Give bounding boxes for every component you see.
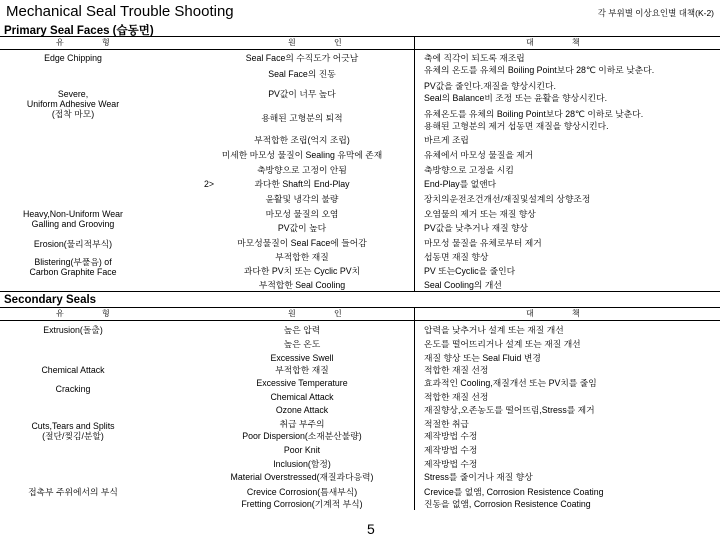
primary-remedy: 마모성 물질을 유체로부터 제거 xyxy=(424,238,542,248)
primary-cause: 부적합한 재질 xyxy=(275,252,329,262)
secondary-cause: Chemical Attack xyxy=(270,392,334,402)
secondary-remedy: 재질향상,오존농도를 떨어뜨림,Stress를 제거 xyxy=(424,405,595,415)
primary-type: Blistering(부풀음) of xyxy=(34,257,112,267)
secondary-remedy: Stress를 줄이거나 재질 향상 xyxy=(424,472,533,482)
primary-header-row xyxy=(0,37,720,50)
secondary-type: 접촉부 주위에서의 부식 xyxy=(28,487,118,497)
primary-remedy: PV값을 낮추거나 재질 향상 xyxy=(424,223,529,233)
secondary-col-cause: 원 인 xyxy=(288,309,360,318)
secondary-remedy: 적절한 취급 xyxy=(424,419,469,429)
secondary-cause: Inclusion(함정) xyxy=(273,459,331,469)
primary-col-cause: 원 인 xyxy=(288,38,360,47)
primary-col-remedy: 대 책 xyxy=(526,38,598,47)
primary-type: Erosion(물리적부식) xyxy=(33,239,113,249)
secondary-remedy: 진동을 없앰, Corrosion Resistence Coating xyxy=(424,499,591,509)
page-title: Mechanical Seal Trouble Shooting xyxy=(6,3,234,20)
primary-table xyxy=(0,36,720,291)
primary-remedy: 유체의 온도를 유체의 Boiling Point보다 28℃ 이하로 낮춘다. xyxy=(424,65,655,75)
secondary-col-remedy: 대 책 xyxy=(526,309,598,318)
primary-cause: 미세한 마모성 물질이 Sealing 유막에 존재 xyxy=(221,150,383,160)
secondary-remedy: 온도를 떨어뜨리거나 설계 또는 재질 개선 xyxy=(424,339,581,349)
secondary-remedy: Crevice를 없앰, Corrosion Resistence Coating xyxy=(424,487,604,497)
secondary-remedy: 제작방법 수정 xyxy=(424,445,478,455)
primary-remedy: 장치의운전조건개선/재질및설계의 상향조정 xyxy=(424,194,591,204)
secondary-cause: Ozone Attack xyxy=(275,405,329,415)
primary-remedy: PV 또는Cyclic을 줄인다 xyxy=(424,266,516,276)
primary-remedy: 바르게 조립 xyxy=(424,135,469,145)
secondary-remedy: 효과적인 Cooling,재질개선 또는 PV치를 줄임 xyxy=(424,378,597,388)
primary-section-title: Primary Seal Faces (습동면) xyxy=(4,25,154,37)
primary-type: Uniform Adhesive Wear xyxy=(26,99,120,109)
secondary-cause: Poor Knit xyxy=(283,445,321,455)
secondary-col-type: 유 형 xyxy=(56,309,128,318)
primary-cause: 과다한 PV치 또는 Cyclic PV치 xyxy=(243,266,361,276)
primary-remedy: PV값을 줄인다.재질을 향상시킨다. xyxy=(424,81,556,91)
marker-label: 2> xyxy=(204,179,215,189)
secondary-cause: 부적합한 재질 xyxy=(275,365,329,375)
primary-type: Galling and Grooving xyxy=(31,219,115,229)
primary-type: Edge Chipping xyxy=(44,53,102,63)
secondary-section-title: Secondary Seals xyxy=(4,294,97,306)
secondary-cause: Poor Dispersion(소재분산불량) xyxy=(242,431,362,441)
primary-cause: 마모성 물질의 오염 xyxy=(265,209,339,219)
primary-remedy: 유체온도를 유체의 Boiling Point보다 28℃ 이하로 낮춘다. xyxy=(424,109,644,119)
secondary-remedy: 제작방법 수정 xyxy=(424,431,478,441)
primary-col-type: 유 형 xyxy=(56,38,128,47)
primary-type: (접착 마모) xyxy=(51,109,95,119)
primary-cause: PV값이 너무 높다 xyxy=(268,89,336,99)
primary-remedy: End-Play를 없앤다 xyxy=(424,179,497,189)
secondary-header-row xyxy=(0,308,720,321)
secondary-cause: 높은 압력 xyxy=(283,325,321,335)
primary-cause: PV값이 높다 xyxy=(277,223,327,233)
primary-remedy: 섭동면 재질 향상 xyxy=(424,252,489,262)
secondary-table xyxy=(0,307,720,510)
secondary-remedy: 압력을 낮추거나 설계 또는 재질 개선 xyxy=(424,325,564,335)
primary-remedy: 용해된 고형분의 제거 섭동면 재질을 향상시킨다. xyxy=(424,121,609,131)
primary-type: Carbon Graphite Face xyxy=(29,267,117,277)
secondary-type: Cracking xyxy=(55,384,91,394)
secondary-type: Chemical Attack xyxy=(41,365,105,375)
secondary-remedy: 적합한 재질 선정 xyxy=(424,392,489,402)
primary-remedy: Seal의 Balance비 조정 또는 윤활을 향상시킨다. xyxy=(424,93,608,103)
secondary-cause: Fretting Corrosion(기계적 부식) xyxy=(241,499,363,509)
primary-remedy: 축에 직각이 되도록 재조립 xyxy=(424,53,525,63)
primary-type: Heavy,Non-Uniform Wear xyxy=(23,209,123,219)
primary-remedy: 오염물의 제거 또는 재질 향상 xyxy=(424,209,536,219)
secondary-type: (절단/찢김/분할) xyxy=(42,431,104,441)
primary-cause: 용해된 고형분의 퇴적 xyxy=(261,113,343,123)
primary-remedy: 축방향으로 고정을 시킴 xyxy=(424,165,514,175)
primary-cause: Seal Face의 수직도가 어긋남 xyxy=(245,53,359,63)
secondary-remedy: 적합한 재질 선정 xyxy=(424,365,489,375)
secondary-cause: Crevice Corrosion(틈새부식) xyxy=(246,487,358,497)
secondary-remedy: 재질 향상 또는 Seal Fluid 변경 xyxy=(424,353,541,363)
top-right-caption: 각 부위별 이상요인별 대책(K-2) xyxy=(597,8,714,18)
primary-remedy: 유체에서 마모성 물질을 제거 xyxy=(424,150,534,160)
secondary-remedy: 제작방법 수정 xyxy=(424,459,478,469)
primary-cause: 축방향으로 고정이 안됨 xyxy=(257,165,347,175)
primary-cause: Seal Face의 진동 xyxy=(268,69,336,79)
primary-cause: 부적합한 조립(억지 조립) xyxy=(254,135,350,145)
primary-bottom-rule xyxy=(0,291,720,292)
primary-cause: 윤활및 냉각의 불량 xyxy=(265,194,339,204)
secondary-cause: 높은 온도 xyxy=(283,339,321,349)
secondary-cause: Excessive Temperature xyxy=(256,378,348,388)
secondary-divider xyxy=(414,308,415,510)
primary-cause: 부적합한 Seal Cooling xyxy=(258,280,346,290)
secondary-cause: Material Overstressed(재질과다응력) xyxy=(230,472,374,482)
primary-remedy: Seal Cooling의 개선 xyxy=(424,280,502,290)
page-number: 5 xyxy=(367,521,375,537)
secondary-type: Cuts,Tears and Splits xyxy=(31,421,115,431)
primary-divider xyxy=(414,37,415,291)
primary-cause: 과다한 Shaft의 End-Play xyxy=(254,179,350,189)
secondary-cause: Excessive Swell xyxy=(270,353,334,363)
secondary-type: Extrusion(돌출) xyxy=(43,325,103,335)
secondary-cause: 취급 부주의 xyxy=(279,419,325,429)
primary-type: Severe, xyxy=(57,89,89,99)
primary-cause: 마모성물질이 Seal Face에 들어감 xyxy=(237,238,367,248)
